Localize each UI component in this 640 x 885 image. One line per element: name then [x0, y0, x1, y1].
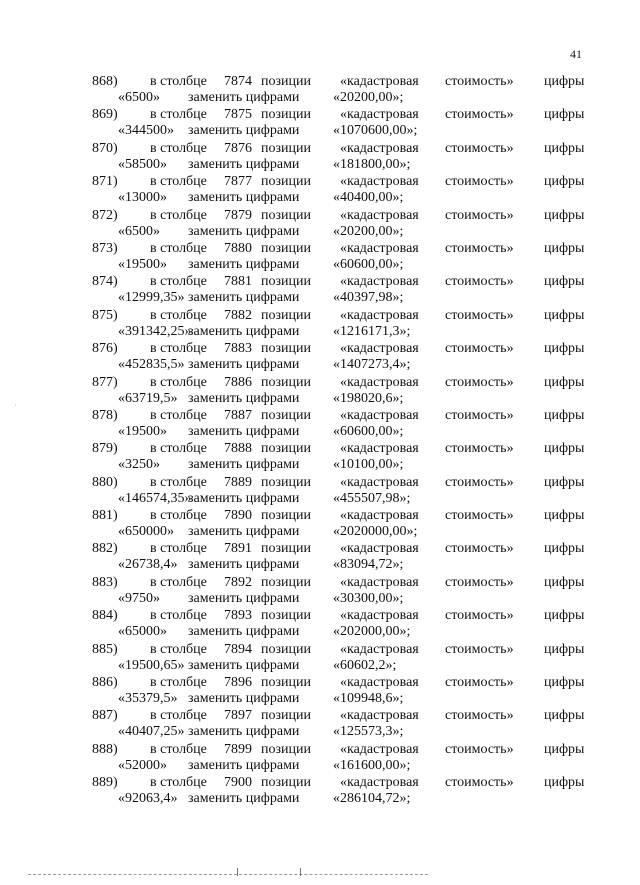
amendment-entry	[0, 274, 640, 307]
entry-number: 872)	[92, 207, 118, 223]
old-value: «63719,5»	[118, 390, 178, 406]
column-phrase: в столбце	[150, 341, 207, 357]
replace-phrase: заменить цифрами	[188, 657, 300, 673]
position-word: позиции	[261, 508, 311, 524]
amendment-entry	[0, 775, 640, 808]
value-word: стоимость»	[445, 240, 514, 256]
old-value: «35379,5»	[118, 691, 178, 707]
page-number: 41	[570, 47, 582, 61]
new-value: «40400,00»;	[333, 190, 404, 206]
digits-word: цифры	[544, 207, 585, 223]
position-word: позиции	[261, 140, 311, 156]
cadastral-word: «кадастровая	[340, 641, 419, 657]
column-code: 7876	[224, 140, 252, 156]
column-code: 7897	[224, 708, 252, 724]
replace-phrase: заменить цифрами	[188, 223, 300, 239]
new-value: «40397,98»;	[333, 290, 404, 306]
cadastral-word: «кадастровая	[340, 307, 419, 323]
position-word: позиции	[261, 641, 311, 657]
column-code: 7890	[224, 508, 252, 524]
column-code: 7880	[224, 240, 252, 256]
cadastral-word: «кадастровая	[340, 441, 419, 457]
value-word: стоимость»	[445, 207, 514, 223]
new-value: «1407273,4»;	[333, 357, 411, 373]
entry-number: 887)	[92, 708, 118, 724]
position-word: позиции	[261, 107, 311, 123]
position-word: позиции	[261, 240, 311, 256]
old-value: «26738,4»	[118, 557, 178, 573]
digits-word: цифры	[544, 374, 585, 390]
position-word: позиции	[261, 307, 311, 323]
digits-word: цифры	[544, 74, 585, 89]
value-word: стоимость»	[445, 107, 514, 123]
replace-phrase: заменить цифрами	[188, 557, 300, 573]
value-word: стоимость»	[445, 641, 514, 657]
column-code: 7883	[224, 341, 252, 357]
digits-word: цифры	[544, 741, 585, 757]
column-code: 7899	[224, 741, 252, 757]
column-code: 7874	[224, 74, 252, 89]
old-value: «650000»	[118, 524, 174, 540]
amendment-entry	[0, 675, 640, 708]
column-code: 7893	[224, 608, 252, 624]
amendment-entry	[0, 475, 640, 508]
column-phrase: в столбце	[150, 240, 207, 256]
replace-phrase: заменить цифрами	[188, 123, 300, 139]
value-word: стоимость»	[445, 474, 514, 490]
entry-number: 889)	[92, 775, 118, 791]
position-word: позиции	[261, 374, 311, 390]
amendment-entry	[0, 107, 640, 140]
footer-rule	[28, 874, 428, 875]
amendment-entry	[0, 408, 640, 441]
cadastral-word: «кадастровая	[340, 341, 419, 357]
column-phrase: в столбце	[150, 608, 207, 624]
amendment-entry	[0, 141, 640, 174]
replace-phrase: заменить цифрами	[188, 457, 300, 473]
digits-word: цифры	[544, 708, 585, 724]
position-word: позиции	[261, 708, 311, 724]
amendment-entry	[0, 608, 640, 641]
position-word: позиции	[261, 274, 311, 290]
new-value: «20200,00»;	[333, 223, 404, 239]
amendment-entry	[0, 375, 640, 408]
old-value: «40407,25»	[118, 724, 185, 740]
replace-phrase: заменить цифрами	[188, 724, 300, 740]
entry-number: 877)	[92, 374, 118, 390]
cadastral-word: «кадастровая	[340, 140, 419, 156]
new-value: «202000,00»;	[333, 624, 411, 640]
position-word: позиции	[261, 675, 311, 691]
cadastral-word: «кадастровая	[340, 107, 419, 123]
entry-number: 873)	[92, 240, 118, 256]
amendment-entry	[0, 742, 640, 775]
column-code: 7886	[224, 374, 252, 390]
digits-word: цифры	[544, 608, 585, 624]
margin-mark: ·	[14, 400, 17, 410]
column-phrase: в столбце	[150, 107, 207, 123]
column-code: 7896	[224, 675, 252, 691]
replace-phrase: заменить цифрами	[188, 323, 300, 339]
footer-tick	[300, 868, 301, 876]
entry-number: 883)	[92, 574, 118, 590]
value-word: стоимость»	[445, 174, 514, 190]
amendment-entry	[0, 308, 640, 341]
replace-phrase: заменить цифрами	[188, 691, 300, 707]
digits-word: цифры	[544, 140, 585, 156]
new-value: «1070600,00»;	[333, 123, 418, 139]
digits-word: цифры	[544, 508, 585, 524]
cadastral-word: «кадастровая	[340, 240, 419, 256]
new-value: «60602,2»;	[333, 657, 397, 673]
new-value: «455507,98»;	[333, 490, 411, 506]
entry-number: 886)	[92, 675, 118, 691]
column-code: 7887	[224, 407, 252, 423]
old-value: «19500»	[118, 256, 167, 272]
value-word: стоимость»	[445, 574, 514, 590]
column-phrase: в столбце	[150, 541, 207, 557]
amendment-entry	[0, 642, 640, 675]
column-code: 7888	[224, 441, 252, 457]
column-code: 7875	[224, 107, 252, 123]
replace-phrase: заменить цифрами	[188, 357, 300, 373]
entry-number: 885)	[92, 641, 118, 657]
amendment-entry	[0, 208, 640, 241]
entry-number: 868)	[92, 74, 118, 89]
column-phrase: в столбце	[150, 508, 207, 524]
replace-phrase: заменить цифрами	[188, 791, 300, 807]
old-value: «92063,4»	[118, 791, 178, 807]
old-value: «65000»	[118, 624, 167, 640]
value-word: стоимость»	[445, 407, 514, 423]
entry-number: 870)	[92, 140, 118, 156]
old-value: «12999,35»	[118, 290, 185, 306]
replace-phrase: заменить цифрами	[188, 156, 300, 172]
entry-number: 881)	[92, 508, 118, 524]
amendment-entry	[0, 241, 640, 274]
cadastral-word: «кадастровая	[340, 474, 419, 490]
entry-number: 879)	[92, 441, 118, 457]
new-value: «10100,00»;	[333, 457, 404, 473]
column-code: 7900	[224, 775, 252, 791]
cadastral-word: «кадастровая	[340, 541, 419, 557]
replace-phrase: заменить цифрами	[188, 624, 300, 640]
digits-word: цифры	[544, 641, 585, 657]
replace-phrase: заменить цифрами	[188, 757, 300, 773]
replace-phrase: заменить цифрами	[188, 590, 300, 606]
digits-word: цифры	[544, 474, 585, 490]
column-code: 7882	[224, 307, 252, 323]
column-phrase: в столбце	[150, 441, 207, 457]
digits-word: цифры	[544, 307, 585, 323]
cadastral-word: «кадастровая	[340, 574, 419, 590]
replace-phrase: заменить цифрами	[188, 90, 300, 105]
column-phrase: в столбце	[150, 374, 207, 390]
cadastral-word: «кадастровая	[340, 608, 419, 624]
digits-word: цифры	[544, 574, 585, 590]
amendment-entry	[0, 341, 640, 374]
column-phrase: в столбце	[150, 775, 207, 791]
new-value: «1216171,3»;	[333, 323, 411, 339]
column-phrase: в столбце	[150, 140, 207, 156]
position-word: позиции	[261, 775, 311, 791]
replace-phrase: заменить цифрами	[188, 256, 300, 272]
old-value: «19500»	[118, 423, 167, 439]
value-word: стоимость»	[445, 541, 514, 557]
column-code: 7889	[224, 474, 252, 490]
footer-tick	[237, 868, 238, 876]
entry-number: 882)	[92, 541, 118, 557]
old-value: «6500»	[118, 90, 160, 105]
column-code: 7892	[224, 574, 252, 590]
replace-phrase: заменить цифрами	[188, 290, 300, 306]
value-word: стоимость»	[445, 608, 514, 624]
replace-phrase: заменить цифрами	[188, 423, 300, 439]
new-value: «30300,00»;	[333, 590, 404, 606]
column-phrase: в столбце	[150, 641, 207, 657]
position-word: позиции	[261, 341, 311, 357]
amendment-entry	[0, 575, 640, 608]
value-word: стоимость»	[445, 374, 514, 390]
cadastral-word: «кадастровая	[340, 508, 419, 524]
position-word: позиции	[261, 608, 311, 624]
new-value: «181800,00»;	[333, 156, 411, 172]
position-word: позиции	[261, 174, 311, 190]
column-code: 7891	[224, 541, 252, 557]
new-value: «20200,00»;	[333, 90, 404, 105]
replace-phrase: заменить цифрами	[188, 390, 300, 406]
old-value: «52000»	[118, 757, 167, 773]
column-phrase: в столбце	[150, 174, 207, 190]
position-word: позиции	[261, 441, 311, 457]
amendment-list	[0, 74, 640, 809]
new-value: «125573,3»;	[333, 724, 404, 740]
replace-phrase: заменить цифрами	[188, 490, 300, 506]
position-word: позиции	[261, 207, 311, 223]
column-phrase: в столбце	[150, 74, 207, 89]
column-phrase: в столбце	[150, 474, 207, 490]
entry-number: 876)	[92, 341, 118, 357]
entry-number: 888)	[92, 741, 118, 757]
amendment-entry	[0, 441, 640, 474]
old-value: «13000»	[118, 190, 167, 206]
position-word: позиции	[261, 574, 311, 590]
position-word: позиции	[261, 741, 311, 757]
cadastral-word: «кадастровая	[340, 274, 419, 290]
position-word: позиции	[261, 474, 311, 490]
column-code: 7881	[224, 274, 252, 290]
entry-number: 871)	[92, 174, 118, 190]
value-word: стоимость»	[445, 74, 514, 89]
column-code: 7877	[224, 174, 252, 190]
entry-number: 874)	[92, 274, 118, 290]
old-value: «19500,65»	[118, 657, 185, 673]
replace-phrase: заменить цифрами	[188, 524, 300, 540]
old-value: «58500»	[118, 156, 167, 172]
column-phrase: в столбце	[150, 574, 207, 590]
old-value: «344500»	[118, 123, 174, 139]
new-value: «198020,6»;	[333, 390, 404, 406]
entry-number: 884)	[92, 608, 118, 624]
cadastral-word: «кадастровая	[340, 775, 419, 791]
cadastral-word: «кадастровая	[340, 374, 419, 390]
digits-word: цифры	[544, 341, 585, 357]
cadastral-word: «кадастровая	[340, 174, 419, 190]
cadastral-word: «кадастровая	[340, 708, 419, 724]
entry-number: 875)	[92, 307, 118, 323]
amendment-entry	[0, 541, 640, 574]
column-phrase: в столбце	[150, 274, 207, 290]
cadastral-word: «кадастровая	[340, 407, 419, 423]
new-value: «2020000,00»;	[333, 524, 418, 540]
old-value: «6500»	[118, 223, 160, 239]
entry-number: 878)	[92, 407, 118, 423]
digits-word: цифры	[544, 107, 585, 123]
old-value: «452835,5»	[118, 357, 185, 373]
amendment-entry	[0, 508, 640, 541]
new-value: «161600,00»;	[333, 757, 411, 773]
column-phrase: в столбце	[150, 407, 207, 423]
entry-number: 880)	[92, 474, 118, 490]
amendment-entry	[0, 708, 640, 741]
old-value: «3250»	[118, 457, 160, 473]
value-word: стоимость»	[445, 508, 514, 524]
digits-word: цифры	[544, 407, 585, 423]
value-word: стоимость»	[445, 341, 514, 357]
value-word: стоимость»	[445, 274, 514, 290]
entry-number: 869)	[92, 107, 118, 123]
amendment-entry	[0, 74, 640, 107]
value-word: стоимость»	[445, 708, 514, 724]
digits-word: цифры	[544, 240, 585, 256]
digits-word: цифры	[544, 675, 585, 691]
column-phrase: в столбце	[150, 708, 207, 724]
cadastral-word: «кадастровая	[340, 741, 419, 757]
column-phrase: в столбце	[150, 207, 207, 223]
column-phrase: в столбце	[150, 307, 207, 323]
value-word: стоимость»	[445, 775, 514, 791]
position-word: позиции	[261, 407, 311, 423]
value-word: стоимость»	[445, 140, 514, 156]
position-word: позиции	[261, 74, 311, 89]
old-value: «391342,25»	[118, 323, 192, 339]
digits-word: цифры	[544, 174, 585, 190]
new-value: «60600,00»;	[333, 423, 404, 439]
digits-word: цифры	[544, 274, 585, 290]
digits-word: цифры	[544, 541, 585, 557]
digits-word: цифры	[544, 441, 585, 457]
new-value: «60600,00»;	[333, 256, 404, 272]
cadastral-word: «кадастровая	[340, 207, 419, 223]
column-phrase: в столбце	[150, 675, 207, 691]
new-value: «109948,6»;	[333, 691, 404, 707]
new-value: «286104,72»;	[333, 791, 411, 807]
cadastral-word: «кадастровая	[340, 675, 419, 691]
old-value: «146574,35»	[118, 490, 192, 506]
replace-phrase: заменить цифрами	[188, 190, 300, 206]
cadastral-word: «кадастровая	[340, 74, 419, 89]
column-code: 7894	[224, 641, 252, 657]
column-code: 7879	[224, 207, 252, 223]
value-word: стоимость»	[445, 441, 514, 457]
amendment-entry	[0, 174, 640, 207]
value-word: стоимость»	[445, 307, 514, 323]
value-word: стоимость»	[445, 675, 514, 691]
value-word: стоимость»	[445, 741, 514, 757]
digits-word: цифры	[544, 775, 585, 791]
new-value: «83094,72»;	[333, 557, 404, 573]
position-word: позиции	[261, 541, 311, 557]
column-phrase: в столбце	[150, 741, 207, 757]
old-value: «9750»	[118, 590, 160, 606]
